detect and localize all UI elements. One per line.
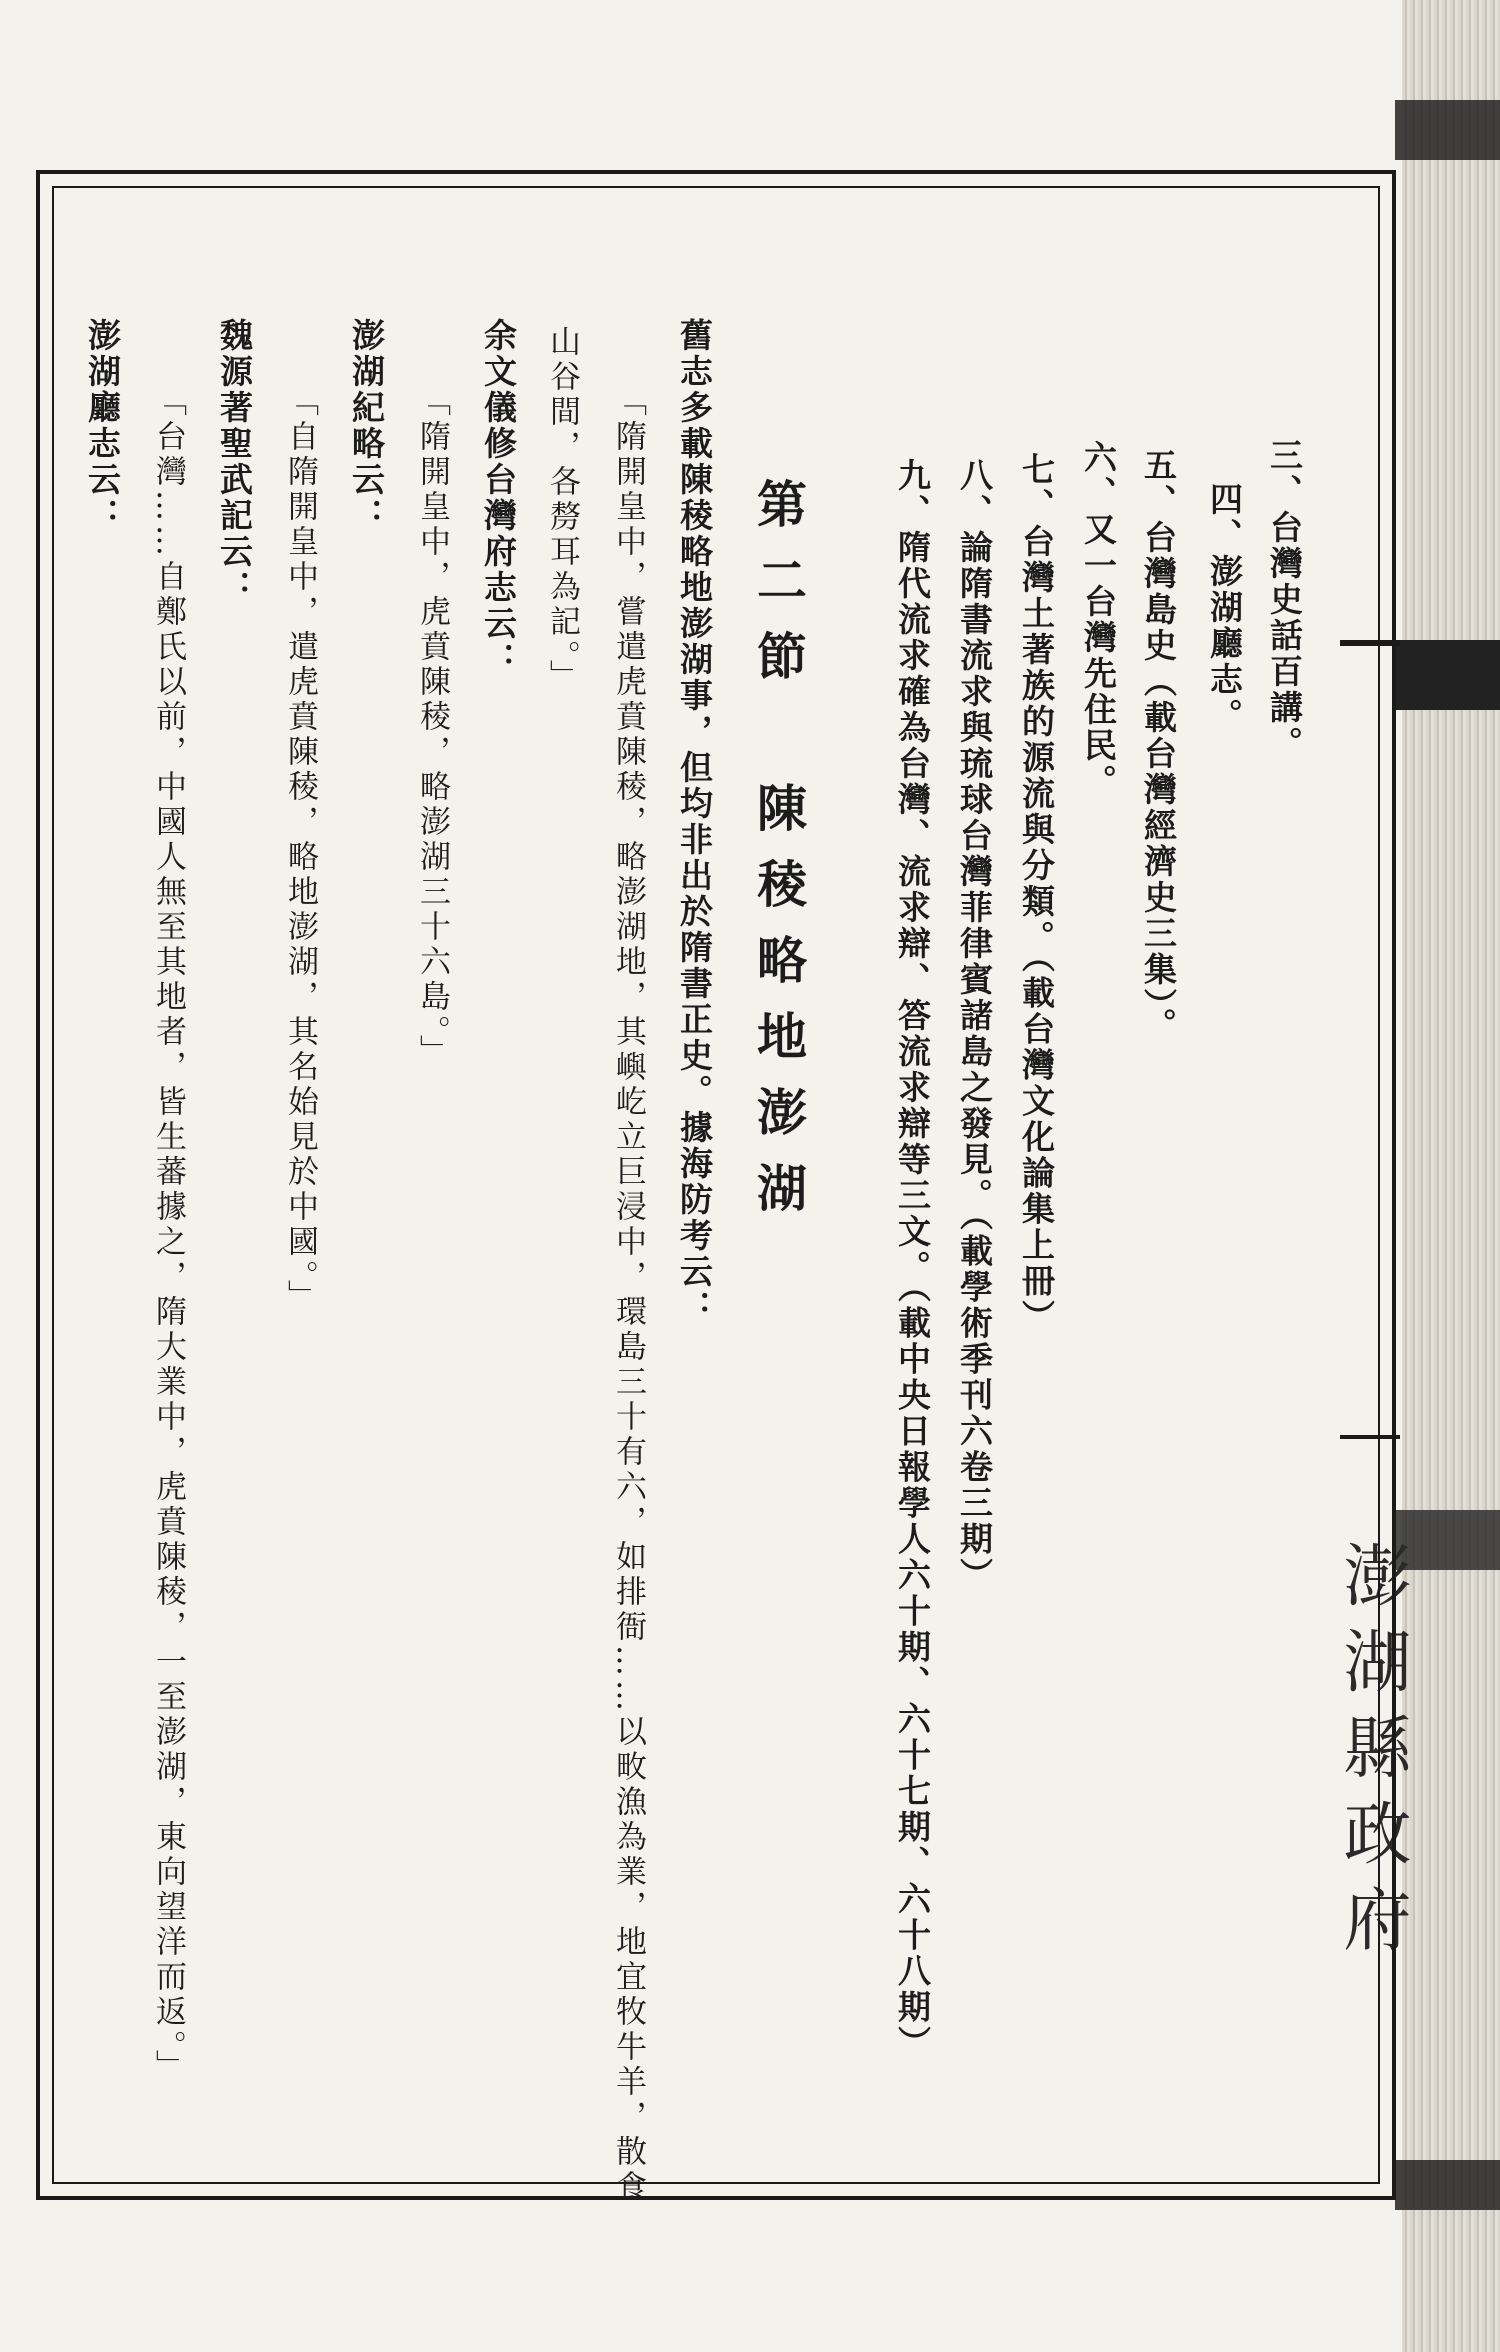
paragraph: 澎湖廳志云： — [83, 318, 122, 534]
edge-mark — [1395, 100, 1500, 160]
frame-tab — [1340, 1435, 1400, 1439]
side-title: 澎湖縣政府 — [1332, 1540, 1411, 1970]
list-item: 六、又一台灣先住民。 — [1079, 440, 1118, 800]
frame-tab — [1340, 640, 1400, 646]
list-item: 四、澎湖廳志。 — [1205, 482, 1244, 734]
paragraph: 舊志多載陳稜略地澎湖事，但均非出於隋書正史。據海防考云： — [675, 318, 714, 1326]
list-item: 八、論隋書流求與琉球台灣菲律賓諸島之發見。（載學術季刊六卷三期） — [955, 458, 994, 1594]
edge-mark — [1395, 2160, 1500, 2210]
quote: 「隋開皇中，虎賁陳稜，略澎湖三十六島。」 — [414, 385, 450, 1070]
paragraph: 魏源著聖武記云： — [215, 318, 254, 606]
quote: 「台灣……自鄭氏以前，中國人無至其地者，皆生蕃據之，隋大業中，虎賁陳稜，一至澎湖，東向望洋而返。」 — [150, 385, 186, 2085]
section-heading: 第二節 陳稜略地澎湖 — [749, 478, 808, 1238]
list-item: 五、台灣島史（載台灣經濟史三集）。 — [1139, 448, 1178, 1044]
page-edge — [1402, 0, 1500, 2352]
quote: 「自隋開皇中，遣虎賁陳稜，略地澎湖，其名始見於中國。」 — [282, 385, 318, 1315]
paragraph: 澎湖紀略云： — [347, 318, 386, 534]
edge-mark — [1395, 640, 1500, 710]
list-item: 九、隋代流求確為台灣、流求辯、答流求辯等三文。（載中央日報學人六十期、六十七期、六十八期） — [893, 458, 932, 2062]
list-item: 七、台灣土著族的源流與分類。（載台灣文化論集上冊） — [1017, 452, 1056, 1336]
list-item: 三、台灣史話百講。 — [1265, 438, 1304, 762]
quote: 山谷間，各剺耳為記。」 — [544, 325, 580, 695]
quote: 「隋開皇中，嘗遣虎賁陳稜，略澎湖地，其嶼屹立巨浸中，環島三十有六，如排衙……以畋漁為業，地宜牧牛羊，散食 — [610, 385, 646, 2205]
paragraph: 余文儀修台灣府志云： — [479, 318, 518, 678]
